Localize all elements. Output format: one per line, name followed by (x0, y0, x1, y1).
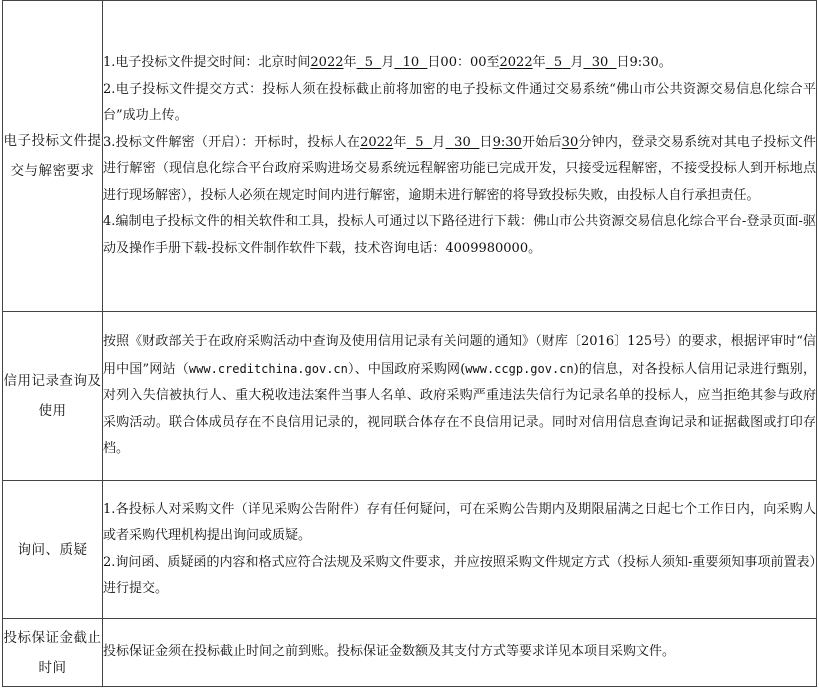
item-submission-time: 1.电子投标文件提交时间：北京时间2022年 5 月 10 日00：00至2022年 5 月 30 日9:30。 (103, 55, 672, 70)
ccgp-link: www.ccgp.gov.cn (465, 361, 574, 376)
row-label-inquiry: 询问、质疑 (3, 481, 103, 619)
row-label-credit-record: 信用记录查询及使用 (3, 312, 103, 481)
creditchina-link: www.creditchina.gov.cn (188, 361, 348, 376)
item-inquiry-2: 2.询问函、质疑函的内容和格式应符合法规及采购文件要求，并应按照采购文件规定方式（投标人须知-重要须知事项前置表）进行提交。 (103, 554, 816, 596)
requirements-table (2, 0, 817, 687)
table-row-electronic-bid (3, 1, 817, 312)
table-row-credit-record (3, 312, 817, 481)
row-label-deposit: 投标保证金截止时间 (3, 619, 103, 687)
item-submission-method: 2.电子投标文件提交方式：投标人须在投标截止前将加密的电子投标文件通过交易系统“佛山市公共资源交易信息化综合平台”成功上传。 (103, 81, 816, 123)
row-content-deposit: 投标保证金须在投标截止时间之前到账。投标保证金数额及其支付方式等要求详见本项目采购文件。 (103, 619, 817, 687)
row-content-inquiry (103, 481, 817, 619)
row-content-credit-record: 按照《财政部关于在政府采购活动中查询及使用信用记录有关问题的通知》（财库〔2016〕125号）的要求，根据评审时“信用中国”网站（www.creditchina.gov.cn）、中国政府采购网(www.ccgp.gov.cn)的信息，对各投标人信用记录进行甄别，对列入失信被执行人、重大税收违法案件当事人名单、政府采购严重违法失信行为记录名单的投标人，应当拒绝其参与政府采购活动。联合体成员存在不良信用记录的，视同联合体存在不良信用记录。同时对信用信息查询记录和证据截图或打印存档。 (103, 312, 817, 481)
item-decryption: 3.投标文件解密（开启）：开标时，投标人在2022年 5 月 30 日9:30开始后30分钟内，登录交易系统对其电子投标文件进行解密（现信息化综合平台政府采购进场交易系统远程解密功能已完成开发，只接受远程解密，不接受投标人到开标地点进行现场解密），投标人必须在规定时间内进行解密，逾期未进行解密的将导致投标失败，由投标人自行承担责任。 (103, 134, 816, 203)
item-inquiry-1: 1.各投标人对采购文件（详见采购公告附件）存有任何疑问，可在采购公告期内及期限届满之日起七个工作日内，向采购人或者采购代理机构提出询问或质疑。 (103, 501, 816, 543)
table-row-deposit (3, 619, 817, 687)
row-content-electronic-bid (103, 1, 817, 312)
table-row-inquiry (3, 481, 817, 619)
row-label-electronic-bid: 电子投标文件提交与解密要求 (3, 1, 103, 312)
item-software-download: 4.编制电子投标文件的相关软件和工具，投标人可通过以下路径进行下载：佛山市公共资源交易信息化综合平台-登录页面-驱动及操作手册下载-投标文件制作软件下载，技术咨询电话：4009980000。 (103, 214, 816, 256)
